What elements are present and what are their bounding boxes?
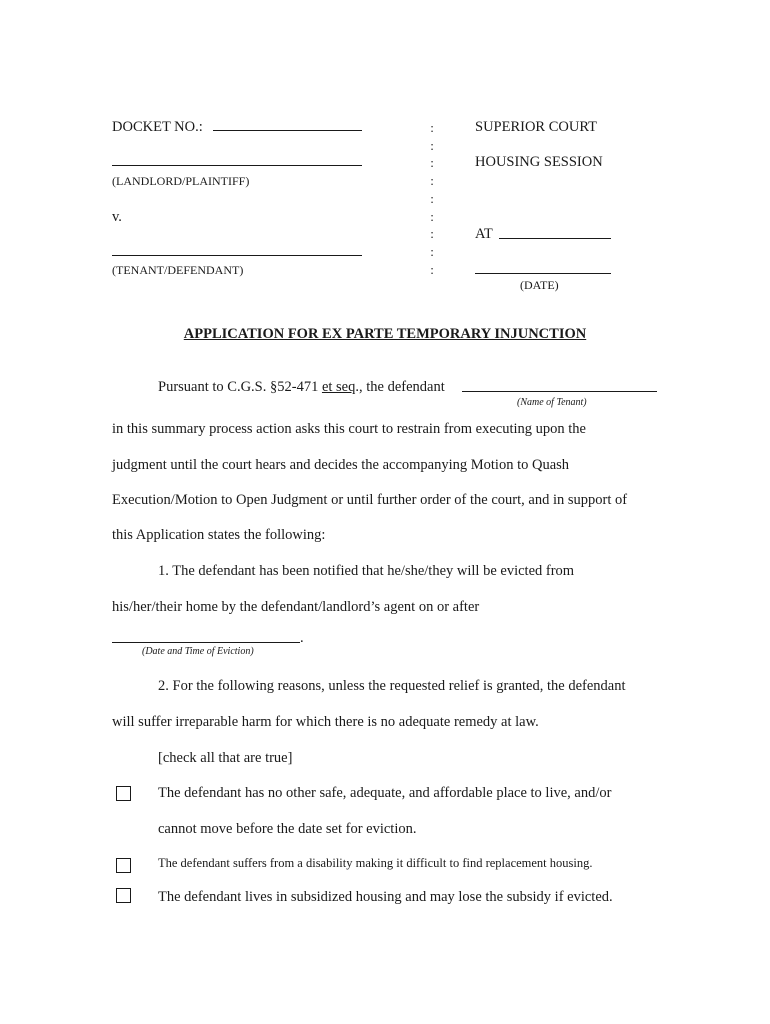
docket-label: DOCKET NO.: [112,119,203,135]
date-field[interactable] [475,273,611,274]
name-of-tenant-caption: (Name of Tenant) [517,397,587,408]
disability-checkbox[interactable] [116,858,131,873]
colon: : [430,226,434,242]
colon: : [430,137,434,153]
caption-divider [428,119,436,278]
session-label: HOUSING SESSION [475,154,603,170]
intro-line-3: judgment until the court hears and decides the accompanying Motion to Quash [112,457,570,473]
colon: : [430,208,434,224]
item2-line-1: 2. For the following reasons, unless the requested relief is granted, the defendant [158,678,626,694]
tenant-defendant-label: (TENANT/DEFENDANT) [112,263,244,277]
tenant-name-field[interactable] [112,255,362,256]
intro-line-4: Execution/Motion to Open Judgment or until further order of the court, and in support of [112,492,628,508]
check-option-1-line-2: cannot move before the date set for eviction. [158,821,417,837]
intro-line-2: in this summary process action asks this court to restrain from executing upon the [112,421,586,437]
location-field[interactable] [499,238,611,239]
item1-line-1: 1. The defendant has been notified that he/she/they will be evicted from [158,563,575,579]
intro-line-5: this Application states the following: [112,527,326,543]
no-housing-checkbox[interactable] [116,786,131,801]
check-option-2: The defendant suffers from a disability making it difficult to find replacement housing. [158,856,593,870]
colon: : [430,155,434,171]
eviction-date-caption: (Date and Time of Eviction) [142,646,254,657]
colon: : [430,173,434,189]
check-option-3: The defendant lives in subsidized housing and may lose the subsidy if evicted. [158,889,613,905]
document-title: APPLICATION FOR EX PARTE TEMPORARY INJUNCTION [183,326,587,342]
item1-line-2: his/her/their home by the defendant/landlord’s agent on or after [112,599,480,615]
colon: : [430,261,434,277]
check-option-1-line-1: The defendant has no other safe, adequate, and affordable place to live, and/or [158,785,612,801]
item1-period: . [300,630,304,646]
item2-line-2: will suffer irreparable harm for which there is no adequate remedy at law. [112,714,539,730]
at-label: AT [475,226,493,242]
tenant-name-blank[interactable] [462,391,657,392]
versus-label: v. [112,209,122,225]
court-label: SUPERIOR COURT [475,119,597,135]
landlord-plaintiff-label: (LANDLORD/PLAINTIFF) [112,174,250,188]
docket-number-field[interactable] [213,130,362,131]
landlord-name-field[interactable] [112,165,362,166]
intro-first-line: Pursuant to C.G.S. §52-471 et seq., the defendant [158,379,445,395]
subsidized-housing-checkbox[interactable] [116,888,131,903]
colon: : [430,120,434,135]
colon: : [430,190,434,206]
eviction-date-field[interactable] [112,642,300,643]
colon: : [430,243,434,259]
check-instruction: [check all that are true] [158,750,293,766]
date-label: (DATE) [520,278,559,292]
